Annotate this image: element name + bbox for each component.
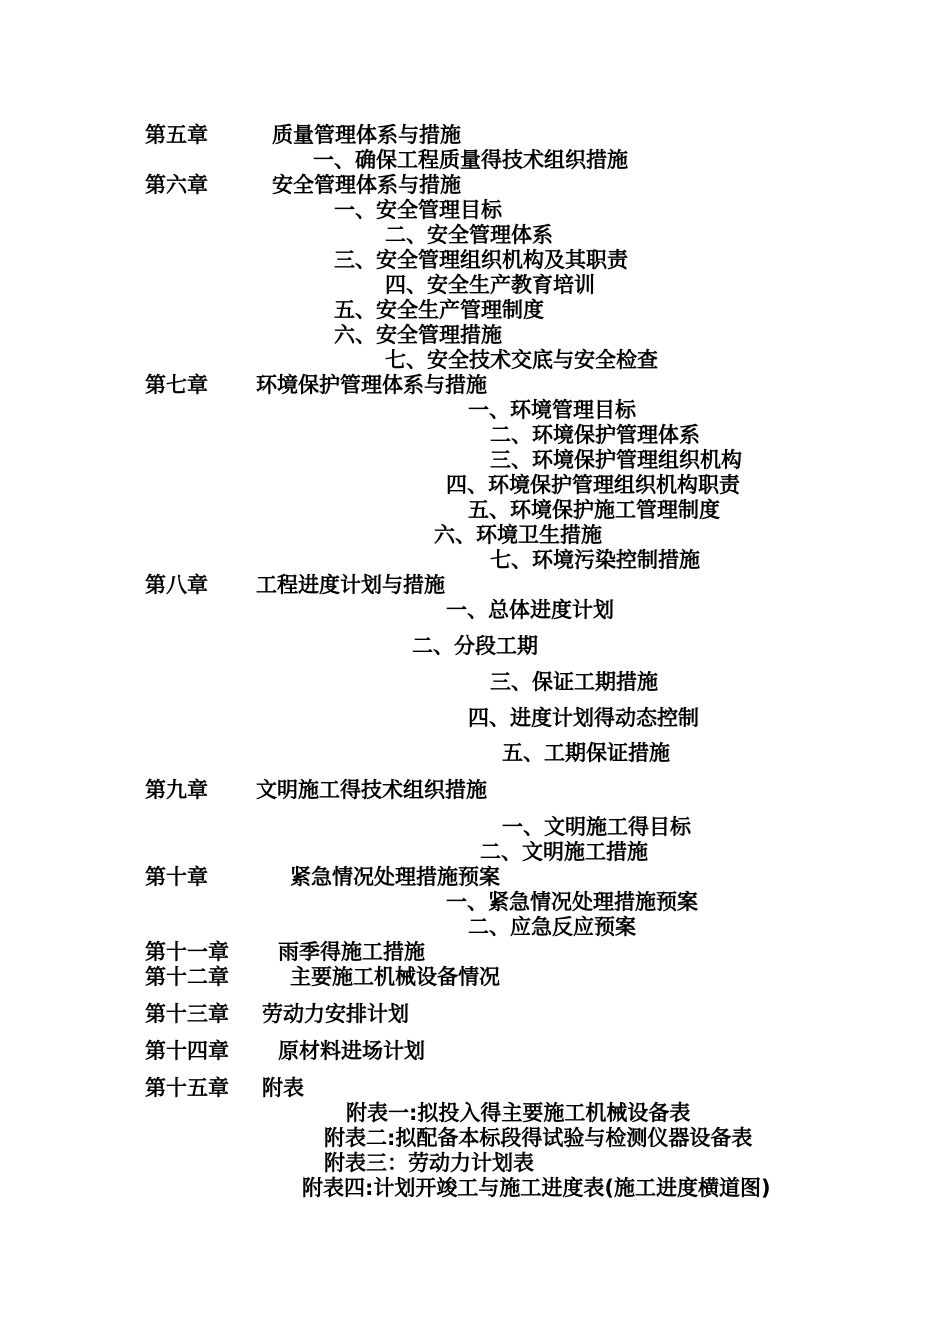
chapter-number: 第十五章 — [145, 1076, 229, 1100]
chapter-title: 主要施工机械设备情况 — [290, 965, 500, 989]
appendix-item: 附表四:计划开竣工与施工进度表(施工进度横道图) — [302, 1176, 771, 1200]
toc-item: 一、安全管理目标 — [334, 198, 502, 222]
chapter-number: 第六章 — [145, 173, 208, 197]
toc-item: 一、总体进度计划 — [446, 598, 614, 622]
chapter-title: 劳动力安排计划 — [262, 1002, 409, 1026]
appendix-item: 附表二:拟配备本标段得试验与检测仪器设备表 — [324, 1126, 753, 1150]
toc-item: 五、环境保护施工管理制度 — [468, 498, 720, 522]
appendix-item: 附表三：劳动力计划表 — [324, 1151, 534, 1175]
toc-item: 四、进度计划得动态控制 — [468, 706, 699, 730]
toc-item: 二、文明施工措施 — [480, 840, 648, 864]
chapter-number: 第十一章 — [145, 940, 229, 964]
chapter-number: 第八章 — [145, 573, 208, 597]
appendix-item: 附表一:拟投入得主要施工机械设备表 — [346, 1101, 691, 1125]
toc-item: 六、安全管理措施 — [334, 323, 502, 347]
toc-item: 二、安全管理体系 — [385, 223, 553, 247]
toc-item: 五、工期保证措施 — [502, 741, 670, 765]
chapter-number: 第十三章 — [145, 1002, 229, 1026]
chapter-number: 第七章 — [145, 373, 208, 397]
chapter-title: 质量管理体系与措施 — [272, 123, 461, 147]
chapter-number: 第十四章 — [145, 1039, 229, 1063]
chapter-title: 工程进度计划与措施 — [256, 573, 445, 597]
chapter-title: 雨季得施工措施 — [278, 940, 425, 964]
toc-item: 二、应急反应预案 — [468, 915, 636, 939]
toc-item: 二、环境保护管理体系 — [490, 423, 700, 447]
toc-item: 三、环境保护管理组织机构 — [490, 448, 742, 472]
toc-item: 三、安全管理组织机构及其职责 — [334, 248, 628, 272]
chapter-title: 附表 — [262, 1076, 304, 1100]
toc-item: 一、环境管理目标 — [468, 398, 636, 422]
toc-item: 五、安全生产管理制度 — [334, 298, 544, 322]
chapter-number: 第十章 — [145, 865, 208, 889]
toc-item: 四、安全生产教育培训 — [385, 273, 595, 297]
toc-item: 一、紧急情况处理措施预案 — [446, 890, 698, 914]
toc-item: 一、确保工程质量得技术组织措施 — [313, 148, 628, 172]
chapter-title: 原材料进场计划 — [278, 1039, 425, 1063]
chapter-title: 文明施工得技术组织措施 — [256, 778, 487, 802]
toc-item: 四、环境保护管理组织机构职责 — [446, 473, 740, 497]
toc-item: 二、分段工期 — [412, 634, 538, 658]
chapter-title: 环境保护管理体系与措施 — [256, 373, 487, 397]
chapter-title: 安全管理体系与措施 — [272, 173, 461, 197]
chapter-number: 第十二章 — [145, 965, 229, 989]
toc-item: 三、保证工期措施 — [490, 670, 658, 694]
chapter-title: 紧急情况处理措施预案 — [290, 865, 500, 889]
toc-item: 七、环境污染控制措施 — [490, 548, 700, 572]
toc-item: 六、环境卫生措施 — [434, 523, 602, 547]
chapter-number: 第九章 — [145, 778, 208, 802]
toc-item: 一、文明施工得目标 — [502, 815, 691, 839]
toc-item: 七、安全技术交底与安全检查 — [385, 348, 658, 372]
chapter-number: 第五章 — [145, 123, 208, 147]
